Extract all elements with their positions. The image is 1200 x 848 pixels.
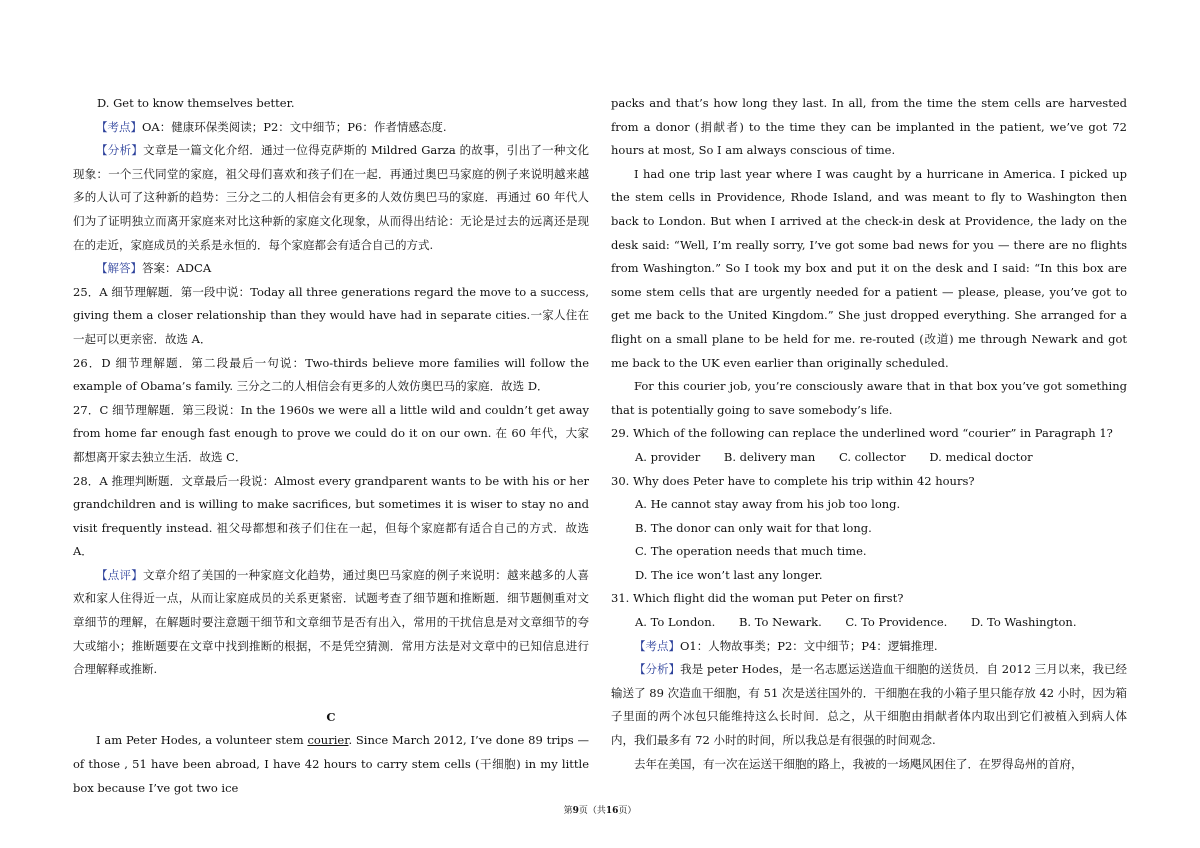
answer-28: 28．A 推理判断题．文章最后一段说：Almost every grandparent wants to be with his or her grandchildren and is willing to make sacrifices, but sometimes it is wiser to stay no and visit frequently instead. 祖父母都想和孩子们住在一起，但每个家庭都有适合自己的方式．故选 A． bbox=[73, 473, 589, 559]
passage-paragraph-1-cont: packs and that’s how long they last. In all, from the time the stem cells are harvested from a donor (捐献者) to the time they can be implanted in the patient, we’ve got 72 hours at most, So I am always conscious of time. bbox=[611, 96, 1127, 158]
kaodian-line bbox=[73, 116, 589, 140]
kaodian-tag: 【考点】 bbox=[96, 119, 142, 134]
answer-26: 26．D 细节理解题．第二段最后一句说：Two-thirds believe more families will follow the example of Obama’s family. 三分之二的人相信会有更多的人效仿奥巴马的家庭．故选 D． bbox=[73, 355, 589, 394]
passage-paragraph-1 bbox=[73, 729, 589, 800]
q29-options bbox=[611, 446, 1127, 470]
q31-option-d: D. To Washington. bbox=[970, 615, 1077, 630]
footer-page-number: 9 bbox=[572, 806, 579, 816]
question-31: 31. Which flight did the woman put Peter on first? bbox=[611, 591, 904, 606]
fenxi-paragraph-2 bbox=[611, 658, 1127, 752]
dianping-paragraph bbox=[73, 564, 589, 682]
answer-25: 25．A 细节理解题．第一段中说：Today all three generations regard the move to a success, giving them a closer relationship than they would have had in separate cities.一家人住在一起可以更亲密．故选 A． bbox=[73, 284, 589, 346]
q29-option-a: A. provider bbox=[635, 449, 701, 464]
fenxi-paragraph bbox=[73, 139, 589, 257]
q31-option-a: A. To London. bbox=[635, 615, 716, 630]
underlined-word: courier bbox=[307, 733, 349, 748]
footer-post: 页） bbox=[618, 806, 637, 816]
left-column bbox=[73, 92, 589, 800]
q29-option-d: D. medical doctor bbox=[929, 449, 1033, 464]
fenxi-paragraph-3: 去年在美国，有一次在运送干细胞的路上，我被的一场飓风困住了．在罗得岛州的首府， bbox=[634, 756, 1083, 771]
q30-option-c: C. The operation needs that much time. bbox=[635, 544, 867, 559]
dianping-tag: 【点评】 bbox=[96, 567, 143, 582]
passage-text-post: . Since March 2012, I’ve done 89 trips — of those , 51 have been abroad, I have 42 hours to carry stem cells (干细胞) in my little box because I’ve got two ice bbox=[73, 733, 589, 795]
dianping-text: 文章介绍了美国的一种家庭文化趋势，通过奥巴马家庭的例子来说明：越来越多的人喜欢和家人住得近一点，从而让家庭成员的关系更紧密．试题考查了细节题和推断题．细节题侧重对文章细节的理解，在解题时要注意题干细节和文章细节是否有出入，常用的干扰信息是对文章细节的夸大或缩小；推断题要在文章中找到推断的根据，不是凭空猜测．常用方法是对文章中的已知信息进行合理解释或推断. bbox=[73, 567, 590, 677]
q29-option-c: C. collector bbox=[838, 449, 906, 464]
fenxi-text-2: 我是 peter Hodes，是一名志愿运送造血干细胞的送货员．自 2012 三月以来，我已经输送了 89 次造血干细胞，有 51 次是送往国外的．干细胞在我的小箱子里只能存放 42 小时，因为箱子里面的两个冰包只能维持这么长时间．总之，从干细胞由捐献者体内取出到它们被植入到病人体内，我们最多有 72 小时的时间，所以我总是有很强的时间观念. bbox=[611, 662, 1128, 748]
page-footer bbox=[0, 803, 1200, 816]
jieda-line bbox=[73, 257, 589, 281]
passage-paragraph-2: I had one trip last year where I was caught by a hurricane in America. I picked up the stem cells in Providence, Rhode Island, and was meant to fly to Washington then back to London. But when I arrived at the check-in desk at Providence, the lady on the desk said: “Well, I’m really sorry, I’ve got some bad news for you — there are no flights from Washington.” So I took my box and put it on the desk and I said: “In this box are some stem cells that are urgently needed for a patient — please, please, you’ve got to get me back to the United Kingdom.” She just dropped everything. She arranged for a flight on a small plane to be held for me. re-routed (改道) me through Newark and got me back to the UK even earlier than originally scheduled. bbox=[611, 166, 1127, 370]
answer-27: 27．C 细节理解题．第三段说：In the 1960s we were all a little wild and couldn’t get away from home far enough fast enough to prove we could do it on our own. 在 60 年代，大家都想离开家去独立生活．故选 C． bbox=[73, 402, 589, 464]
option-d: D. Get to know themselves better. bbox=[97, 96, 295, 110]
fenxi-tag: 【分析】 bbox=[96, 143, 144, 158]
question-29: 29. Which of the following can replace the underlined word “courier” in Paragraph 1? bbox=[611, 426, 1113, 441]
footer-pre: 第 bbox=[563, 806, 573, 816]
kaodian-text-2: O1：人物故事类；P2：文中细节；P4：逻辑推理. bbox=[680, 638, 938, 653]
q30-option-b: B. The donor can only wait for that long. bbox=[635, 520, 872, 535]
question-30: 30. Why does Peter have to complete his trip within 42 hours? bbox=[611, 473, 975, 488]
passage-paragraph-3: For this courier job, you’re consciously aware that in that box you’ve got something that is potentially going to save somebody’s life. bbox=[611, 379, 1127, 417]
kaodian-tag-2: 【考点】 bbox=[634, 638, 680, 653]
footer-total-pages: 16 bbox=[605, 806, 619, 816]
right-column bbox=[611, 92, 1127, 776]
kaodian-line-2 bbox=[611, 635, 1127, 659]
jieda-tag: 【解答】 bbox=[96, 261, 142, 276]
kaodian-text: OA：健康环保类阅读；P2：文中细节；P6：作者情感态度. bbox=[142, 119, 447, 134]
section-heading: C bbox=[326, 709, 336, 724]
q31-options bbox=[611, 611, 1127, 635]
footer-mid: 页（共 bbox=[578, 806, 606, 816]
jieda-text: 答案：ADCA bbox=[142, 261, 212, 276]
passage-text-pre: I am Peter Hodes, a volunteer stem bbox=[96, 733, 308, 748]
fenxi-tag-2: 【分析】 bbox=[634, 662, 681, 677]
q31-option-b: B. To Newark. bbox=[738, 615, 822, 630]
q30-option-d: D. The ice won’t last any longer. bbox=[635, 567, 823, 582]
q30-option-a: A. He cannot stay away from his job too long. bbox=[635, 497, 901, 512]
fenxi-text: 文章是一篇文化介绍．通过一位得克萨斯的 Mildred Garza 的故事，引出了一种文化现象：一个三代同堂的家庭，祖父母们喜欢和孩子们在一起．再通过奥巴马家庭的例子来说明越来越多的人认可了这种新的趋势：三分之二的人相信会有更多的人效仿奥巴马的家庭．再通过 60 年代人们为了证明独立而离开家庭来对比这种新的家庭文化现象，从而得出结论：无论是过去的远离还是现在的走近，家庭成员的关系是永恒的．每个家庭都会有适合自己的方式. bbox=[73, 143, 590, 252]
q29-option-b: B. delivery man bbox=[723, 449, 816, 464]
q31-option-c: C. To Providence. bbox=[845, 615, 948, 630]
